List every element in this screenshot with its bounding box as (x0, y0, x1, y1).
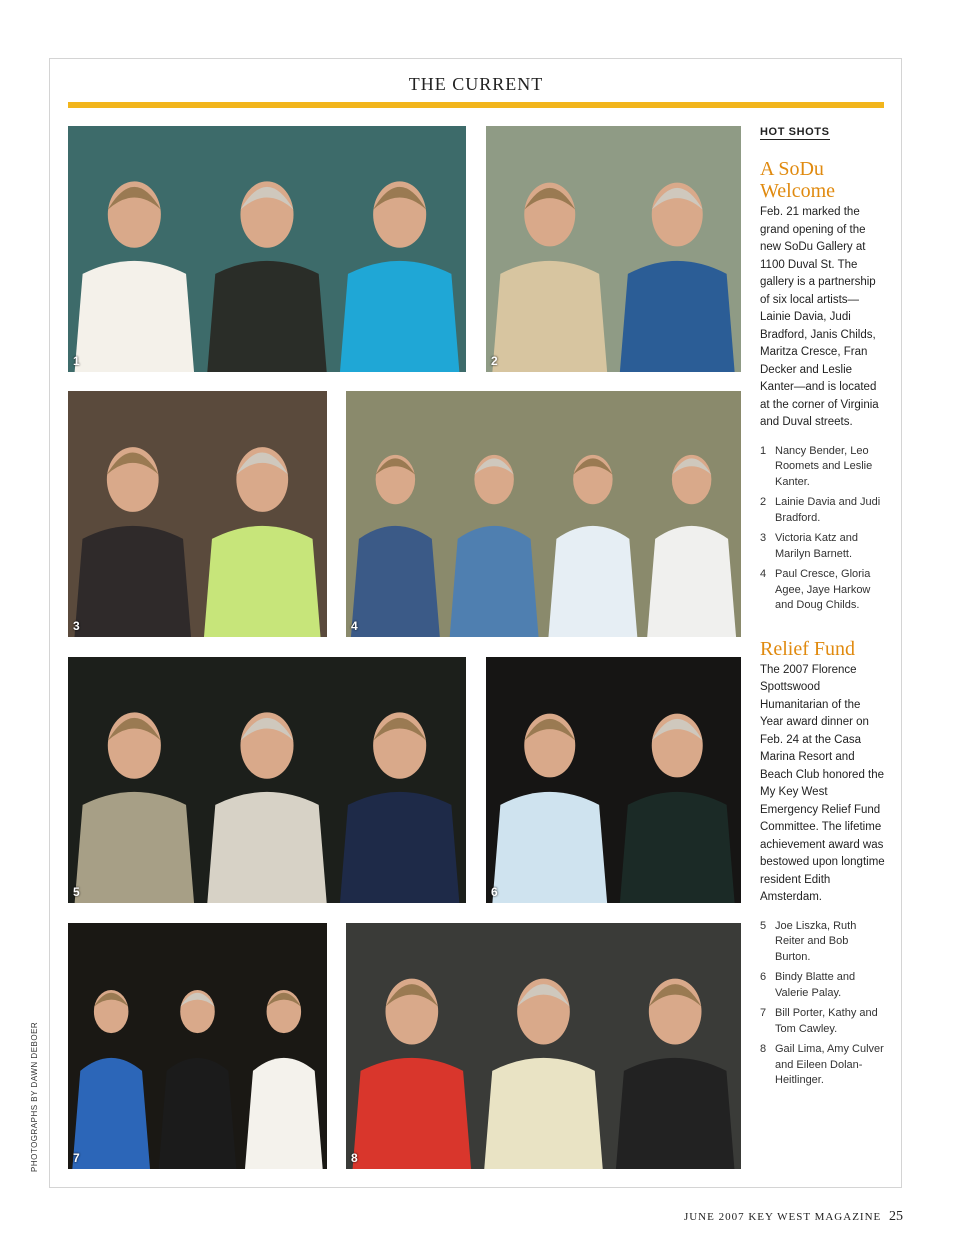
story-2-body: The 2007 Florence Spottswood Humanitarian of the Year award dinner on Feb. 24 at the Casa Marina Resort and Beach Club honored the My Key West Emergency Relief Fund Committee. The lifetime achievement award was bestowed upon longtime resident Edith Amsterdam. (760, 663, 885, 903)
person-body (620, 792, 735, 903)
person-body (340, 261, 459, 372)
person-body (75, 261, 194, 372)
person-body (72, 1058, 150, 1169)
photo-5-image (68, 657, 466, 903)
caption-item: 1 Nancy Bender, Leo Roomets and Leslie Kanter. (760, 444, 873, 488)
caption-item: 6 Bindy Blatte and Valerie Palay. (760, 971, 856, 999)
person-body (245, 1058, 323, 1169)
person-body (450, 526, 539, 637)
photo-4-image (346, 391, 741, 637)
person-body (492, 792, 607, 903)
photo-2 (486, 126, 741, 372)
section-title: THE CURRENT (408, 74, 544, 94)
photo-number: 2 (491, 354, 498, 368)
photo-3 (68, 391, 327, 637)
photo-1 (68, 126, 466, 372)
kicker-hot-shots: HOT SHOTS (760, 126, 830, 138)
person-body (207, 261, 326, 372)
person-body (351, 526, 440, 637)
person-body (548, 526, 637, 637)
person-body (353, 1058, 472, 1169)
folio-magazine: KEY WEST MAGAZINE (748, 1211, 882, 1223)
photo-8 (346, 923, 741, 1169)
photo-number: 5 (73, 885, 80, 899)
story-2-headline: Relief Fund (760, 637, 855, 660)
person-body (620, 261, 735, 372)
person-body (207, 792, 326, 903)
photo-number: 1 (73, 354, 80, 368)
photo-6 (486, 657, 741, 903)
folio-issue: JUNE 2007 (683, 1211, 745, 1223)
photo-number: 3 (73, 619, 80, 633)
photo-number: 8 (351, 1151, 358, 1165)
person-body (340, 792, 459, 903)
photo-8-image (346, 923, 741, 1169)
story-2-captions (760, 919, 885, 1089)
photo-number: 4 (351, 619, 358, 633)
page-number: 25 (889, 1209, 903, 1224)
person-body (74, 526, 191, 637)
person-body (616, 1058, 735, 1169)
sidebar (760, 122, 885, 1094)
person-body (647, 526, 736, 637)
photo-2-image (486, 126, 741, 372)
person-body (75, 792, 194, 903)
caption-item: 8 Gail Lima, Amy Culver and Eileen Dolan-Heitlinger. (760, 1043, 884, 1086)
photo-4 (346, 391, 741, 637)
photo-7-image (68, 923, 327, 1169)
story-1-body: Feb. 21 marked the grand opening of the new SoDu Gallery at 1100 Duval St. The gallery is a partnership of six local artists—Lainie Davia, Judi Bradford, Janis Childs, Maritza Cresce, Fran Decker and Leslie Kanter—and is located at the corner of Virginia and Duval streets. (760, 206, 879, 428)
person-body (159, 1058, 237, 1169)
person-body (204, 526, 321, 637)
person-body (492, 261, 607, 372)
photo-credit: PHOTOGRAPHS BY DAWN DEBOER (30, 1021, 39, 1172)
photo-3-image (68, 391, 327, 637)
person-body (484, 1058, 603, 1169)
story-1-captions (760, 444, 885, 614)
caption-item: 2 Lainie Davia and Judi Bradford. (760, 496, 881, 524)
photo-number: 6 (491, 885, 498, 899)
section-rule (68, 102, 884, 108)
story-1-headline: A SoDu Welcome (760, 158, 836, 202)
caption-item: 4 Paul Cresce, Gloria Agee, Jaye Harkow and Doug Childs. (760, 568, 871, 611)
photo-7 (68, 923, 327, 1169)
caption-item: 5 Joe Liszka, Ruth Reiter and Bob Burton. (760, 919, 857, 963)
photo-5 (68, 657, 466, 903)
photo-6-image (486, 657, 741, 903)
folio (684, 1209, 903, 1225)
photo-number: 7 (73, 1151, 80, 1165)
photo-1-image (68, 126, 466, 372)
caption-item: 7 Bill Porter, Kathy and Tom Cawley. (760, 1007, 878, 1035)
caption-item: 3 Victoria Katz and Marilyn Barnett. (760, 532, 858, 560)
